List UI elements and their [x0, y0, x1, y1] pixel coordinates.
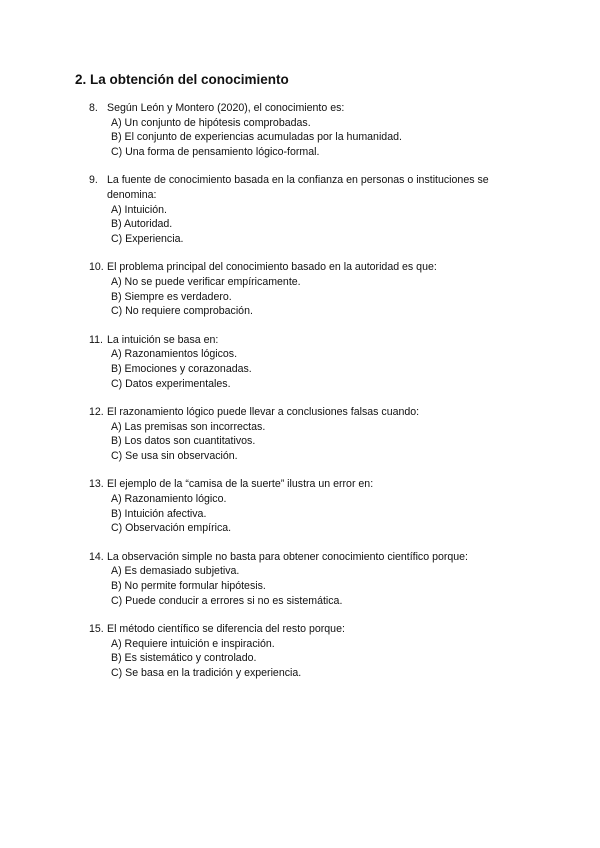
question-13 [89, 477, 540, 535]
option-b: B) Es sistemático y controlado. [111, 652, 257, 665]
question-number: 10. [89, 261, 104, 274]
option-a: A) No se puede verificar empíricamente. [111, 275, 301, 288]
option-c: C) Se usa sin observación. [111, 449, 238, 462]
option-a: A) Razonamiento lógico. [111, 493, 227, 506]
question-text: El problema principal del conocimiento basado en la autoridad es que: [107, 261, 437, 274]
option-a: A) Es demasiado subjetiva. [111, 565, 240, 578]
question-text: La intuición se basa en: [107, 333, 219, 346]
question-8 [89, 101, 540, 159]
question-number: 8. [89, 102, 98, 114]
question-number: 9. [89, 174, 98, 187]
question-number: 13. [89, 478, 104, 491]
option-b: B) Siempre es verdadero. [111, 290, 232, 303]
option-c: C) No requiere comprobación. [111, 305, 253, 318]
question-10 [89, 260, 540, 318]
question-text: El razonamiento lógico puede llevar a conclusiones falsas cuando: [107, 406, 420, 419]
option-b: B) No permite formular hipótesis. [111, 580, 266, 593]
question-text: El método científico se diferencia del resto porque: [107, 623, 345, 636]
question-number: 14. [89, 550, 104, 563]
option-c: C) Se basa en la tradición y experiencia. [111, 667, 302, 679]
question-9 [89, 173, 540, 246]
options-list [111, 275, 540, 319]
question-12 [89, 405, 540, 463]
options-list [111, 492, 540, 536]
question-14 [89, 550, 540, 608]
options-list [111, 203, 540, 247]
option-c: C) Experiencia. [111, 232, 184, 245]
question-text: El ejemplo de la “camisa de la suerte” ilustra un error en: [107, 478, 374, 491]
question-text: La fuente de conocimiento basada en la confianza en personas o instituciones se denomina: [107, 174, 489, 201]
option-a: A) Intuición. [111, 203, 167, 216]
options-list [111, 116, 540, 160]
question-text: Según León y Montero (2020), el conocimiento es: [107, 102, 345, 114]
option-c: C) Una forma de pensamiento lógico-formal. [111, 145, 320, 158]
options-list [111, 347, 540, 391]
question-number: 12. [89, 406, 104, 419]
options-list [111, 637, 540, 681]
question-number: 15. [89, 623, 104, 636]
option-b: B) Los datos son cuantitativos. [111, 435, 256, 448]
option-a: A) Un conjunto de hipótesis comprobadas. [111, 116, 311, 129]
option-a: A) Razonamientos lógicos. [111, 348, 238, 361]
option-b: B) Autoridad. [111, 218, 173, 231]
question-text: La observación simple no basta para obtener conocimiento científico porque: [107, 550, 468, 563]
option-c: C) Observación empírica. [111, 522, 232, 535]
section-title: 2. La obtención del conocimiento [75, 72, 289, 87]
option-b: B) Emociones y corazonadas. [111, 362, 252, 375]
options-list [111, 564, 540, 608]
option-c: C) Puede conducir a errores si no es sistemática. [111, 594, 343, 607]
question-11 [89, 333, 540, 391]
option-b: B) El conjunto de experiencias acumuladas por la humanidad. [111, 131, 402, 144]
option-b: B) Intuición afectiva. [111, 507, 207, 520]
option-a: A) Las premisas son incorrectas. [111, 420, 266, 433]
question-15 [89, 622, 540, 680]
option-a: A) Requiere intuición e inspiración. [111, 637, 275, 650]
question-number: 11. [89, 333, 103, 346]
options-list [111, 420, 540, 464]
option-c: C) Datos experimentales. [111, 377, 231, 390]
